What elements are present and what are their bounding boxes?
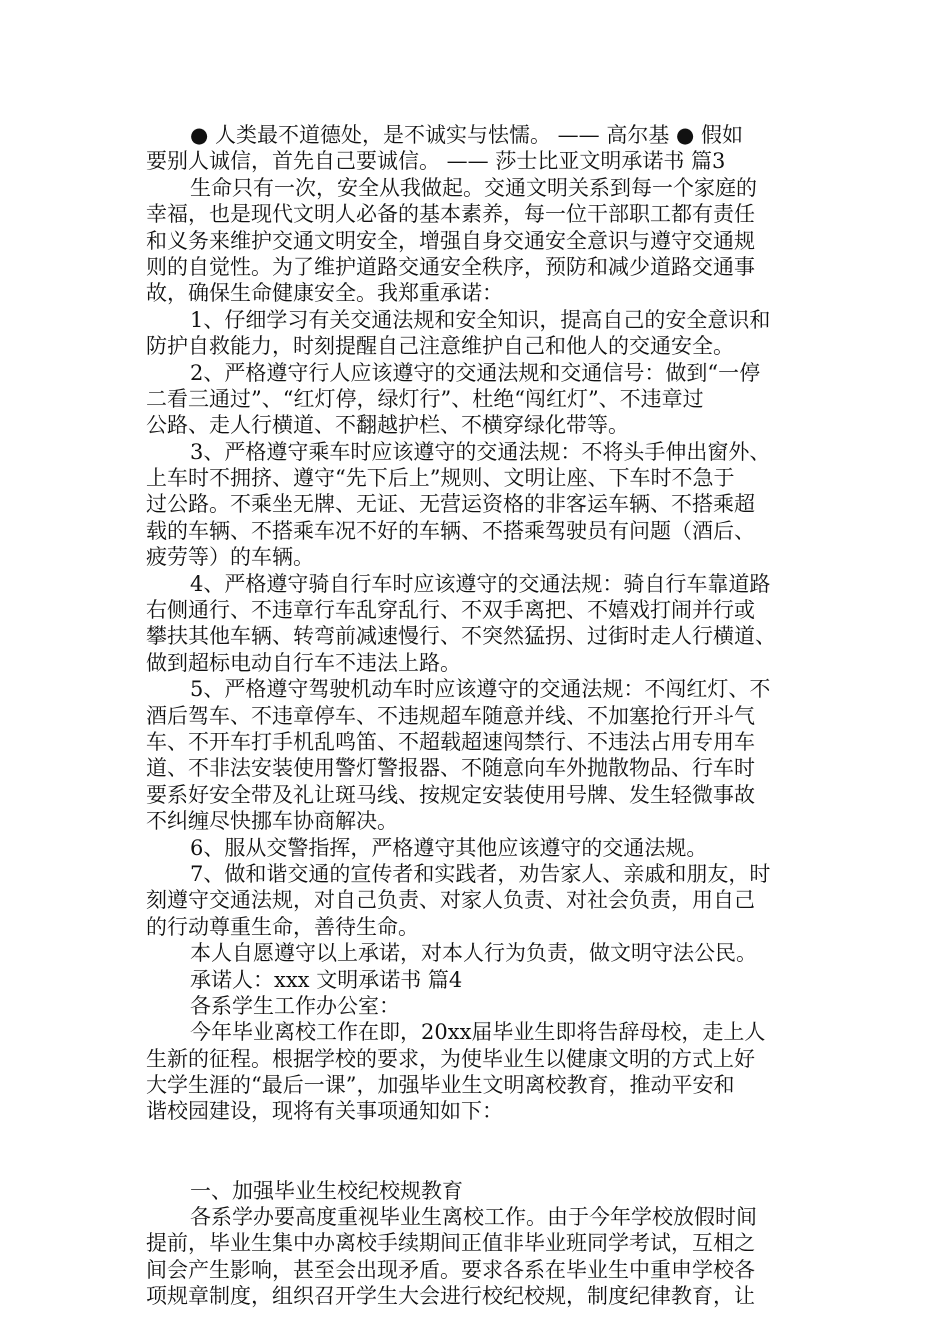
text-line: 4、严格遵守骑自行车时应该遵守的交通法规：骑自行车靠道路 (190, 571, 771, 596)
document-body (146, 122, 822, 1310)
text-line: 和义务来维护交通文明安全，增强自身交通安全意识与遵守交通规 (146, 228, 755, 253)
text-line: 各系学生工作办公室： (190, 993, 400, 1018)
text-line: 刻遵守交通法规，对自己负责、对家人负责、对社会负责，用自己 (146, 888, 755, 913)
text-line: 6、服从交警指挥，严格遵守其他应该遵守的交通法规。 (190, 835, 708, 860)
text-line: 载的车辆、不搭乘车况不好的车辆、不搭乘驾驶员有问题（酒后、 (146, 518, 755, 543)
text-line: 右侧通行、不违章行车乱穿乱行、不双手离把、不嬉戏打闹并行或 (146, 598, 755, 623)
text-line: 酒后驾车、不违章停车、不违规超车随意并线、不加塞抢行开斗气 (146, 703, 755, 728)
text-line: 上车时不拥挤、遵守“先下后上”规则、文明让座、下车时不急于 (146, 466, 735, 491)
text-line: 的行动尊重生命，善待生命。 (146, 914, 419, 939)
text-line: 攀扶其他车辆、转弯前减速慢行、不突然猛拐、过街时走人行横道、 (146, 624, 776, 649)
text-line: 防护自救能力，时刻提醒自己注意维护自己和他人的交通安全。 (146, 334, 734, 359)
text-line: 项规章制度，组织召开学生大会进行校纪校规，制度纪律教育，让 (146, 1284, 755, 1309)
text-line: 过公路。不乘坐无牌、无证、无营运资格的非客运车辆、不搭乘超 (146, 492, 755, 517)
text-line: 提前，毕业生集中办离校手续期间正值非毕业班同学考试，互相之 (146, 1231, 755, 1256)
text-line: 生命只有一次，安全从我做起。交通文明关系到每一个家庭的 (190, 175, 757, 200)
text-line: 要别人诚信，首先自己要诚信。 —— 莎士比亚文明承诺书 篇3 (146, 149, 726, 174)
text-line: 5、严格遵守驾驶机动车时应该遵守的交通法规：不闯红灯、不 (190, 677, 771, 702)
text-line: 本人自愿遵守以上承诺，对本人行为负责，做文明守法公民。 (190, 941, 757, 966)
text-line: 疲劳等）的车辆。 (146, 545, 314, 570)
text-line: 二看三通过”、“红灯停，绿灯行”、杜绝“闯红灯”、不违章过 (146, 386, 704, 411)
blank-line (146, 1125, 822, 1178)
text-line: 承诺人：xxx 文明承诺书 篇4 (190, 967, 463, 992)
text-line: 3、严格遵守乘车时应该遵守的交通法规：不将头手伸出窗外、 (190, 439, 771, 464)
text-line: 不纠缠尽快挪车协商解决。 (146, 809, 398, 834)
text-line: 各系学办要高度重视毕业生离校工作。由于今年学校放假时间 (190, 1205, 757, 1230)
text-line: 间会产生影响，甚至会出现矛盾。要求各系在毕业生中重申学校各 (146, 1257, 755, 1282)
text-line: 一、加强毕业生校纪校规教育 (190, 1178, 463, 1203)
text-line: 谐校园建设，现将有关事项通知如下： (146, 1099, 503, 1124)
text-line: 大学生涯的“最后一课”，加强毕业生文明离校教育，推动平安和 (146, 1073, 735, 1098)
text-line: 故，确保生命健康安全。我郑重承诺： (146, 281, 503, 306)
text-line: 要系好安全带及礼让斑马线、按规定安装使用号牌、发生轻微事故 (146, 782, 755, 807)
text-line: 今年毕业离校工作在即，20xx届毕业生即将告辞母校，走上人 (190, 1020, 766, 1045)
text-line: ● 人类最不道德处，是不诚实与怯懦。 —— 高尔基 ● 假如 (190, 123, 744, 147)
text-line: 车、不开车打手机乱鸣笛、不超载超速闯禁行、不违法占用专用车 (146, 729, 755, 754)
text-line: 1、仔细学习有关交通法规和安全知识，提高自己的安全意识和 (190, 307, 771, 332)
text-line: 2、严格遵守行人应该遵守的交通法规和交通信号：做到“一停 (190, 360, 761, 385)
text-line: 道、不非法安装使用警灯警报器、不随意向车外抛散物品、行车时 (146, 756, 755, 781)
text-line: 公路、走人行横道、不翻越护栏、不横穿绿化带等。 (146, 413, 629, 438)
text-line: 则的自觉性。为了维护道路交通安全秩序，预防和减少道路交通事 (146, 254, 755, 279)
text-line: 做到超标电动自行车不违法上路。 (146, 650, 461, 675)
text-line: 生新的征程。根据学校的要求，为使毕业生以健康文明的方式上好 (146, 1046, 755, 1071)
text-line: 幸福，也是现代文明人必备的基本素养，每一位干部职工都有责任 (146, 202, 755, 227)
text-line: 7、做和谐交通的宣传者和实践者，劝告家人、亲戚和朋友，时 (190, 861, 771, 886)
